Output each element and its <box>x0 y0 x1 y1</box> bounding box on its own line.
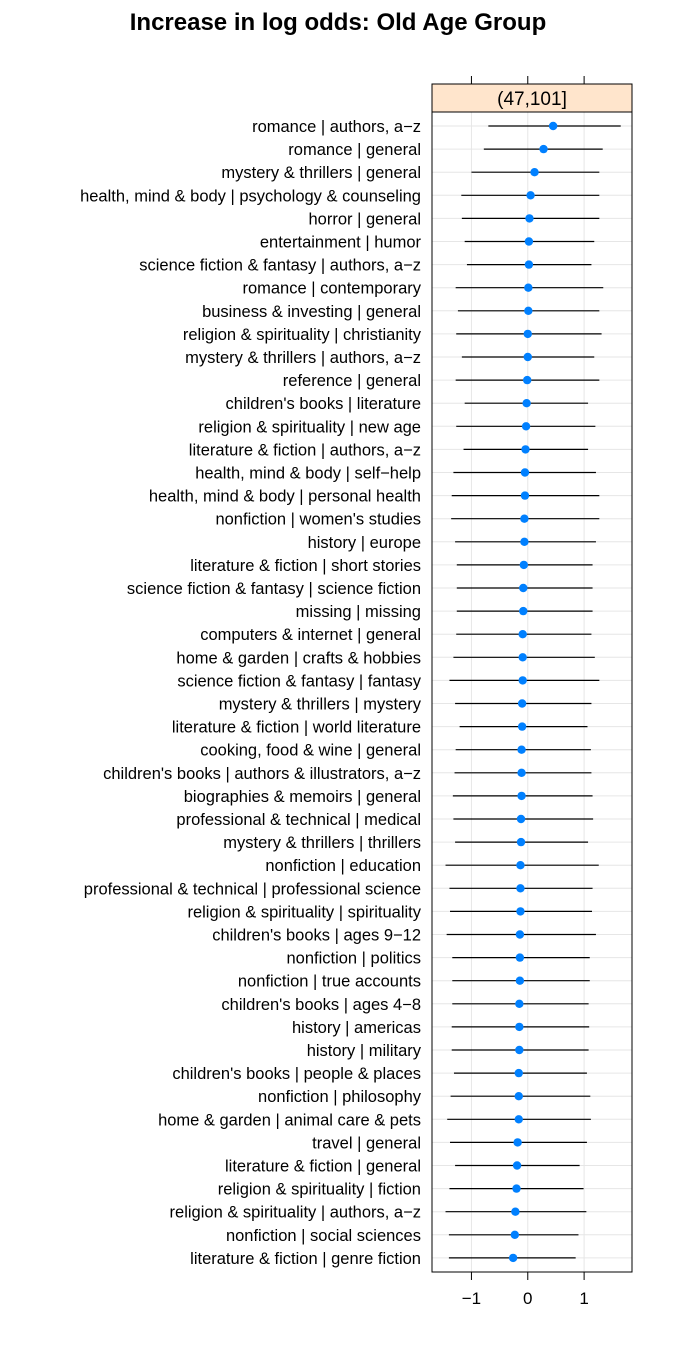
category-label: travel | general <box>312 1134 421 1153</box>
estimate-point <box>511 1231 519 1239</box>
category-label: religion & spirituality | spirituality <box>187 903 421 922</box>
estimate-point <box>517 815 525 823</box>
estimate-point <box>519 676 527 684</box>
estimate-point <box>515 1046 523 1054</box>
estimate-point <box>517 769 525 777</box>
estimate-point <box>522 422 530 430</box>
estimate-point <box>515 1023 523 1031</box>
estimate-point <box>520 561 528 569</box>
category-label: nonfiction | women's studies <box>215 510 421 529</box>
category-label: literature & fiction | world literature <box>171 718 421 737</box>
category-label: children's books | literature <box>225 395 421 414</box>
estimate-point <box>516 861 524 869</box>
category-label: children's books | ages 9−12 <box>212 926 421 945</box>
category-label: health, mind & body | self−help <box>195 464 421 483</box>
category-label: children's books | people & places <box>172 1065 421 1084</box>
category-label: mystery & thrillers | authors, a−z <box>185 349 421 367</box>
estimate-point <box>516 907 524 915</box>
category-label: literature & fiction | short stories <box>190 556 421 575</box>
estimate-point <box>521 491 529 499</box>
estimate-point <box>524 353 532 361</box>
category-label: reference | general <box>282 372 421 391</box>
category-label: cooking, food & wine | general <box>200 741 421 760</box>
estimate-point <box>518 699 526 707</box>
category-label: professional & technical | medical <box>176 811 421 829</box>
category-label: science fiction & fantasy | science fiction <box>126 580 421 598</box>
category-label: professional & technical | professional science <box>83 880 421 899</box>
category-label: health, mind & body | personal health <box>148 487 421 506</box>
estimate-point <box>516 884 524 892</box>
estimate-point <box>515 1069 523 1077</box>
category-label: religion & spirituality | authors, a−z <box>169 1203 421 1222</box>
estimate-point <box>513 1138 521 1146</box>
estimate-point <box>524 284 532 292</box>
category-label: religion & spirituality | new age <box>198 418 421 437</box>
category-label: history | americas <box>292 1018 421 1037</box>
estimate-point <box>525 214 533 222</box>
estimate-point <box>515 1000 523 1008</box>
category-label: literature & fiction | general <box>225 1157 421 1176</box>
category-label: history | military <box>306 1042 421 1060</box>
estimate-point <box>509 1254 517 1262</box>
estimate-point <box>530 168 538 176</box>
category-label: romance | authors, a−z <box>252 118 421 136</box>
estimate-points <box>509 122 557 1262</box>
category-label: romance | general <box>288 141 421 160</box>
category-label: nonfiction | true accounts <box>237 972 421 991</box>
category-label: missing | missing <box>295 603 421 622</box>
axis-ticks <box>462 76 589 1308</box>
category-label: home & garden | animal care & pets <box>158 1111 421 1130</box>
estimate-point <box>525 237 533 245</box>
category-label: nonfiction | education <box>265 857 421 876</box>
category-label: science fiction & fantasy | fantasy <box>177 672 421 691</box>
panel-strip-label: (47,101] <box>497 89 567 110</box>
category-label: science fiction & fantasy | authors, a−z <box>139 256 421 275</box>
estimate-point <box>516 953 524 961</box>
category-labels <box>80 118 422 1268</box>
x-tick-label: −1 <box>461 1289 482 1308</box>
category-label: literature & fiction | genre fiction <box>190 1249 421 1268</box>
estimate-point <box>517 792 525 800</box>
estimate-point <box>549 122 557 130</box>
category-label: history | europe <box>307 533 421 552</box>
chart-title: Increase in log odds: Old Age Group <box>129 9 547 36</box>
estimate-point <box>513 1161 521 1169</box>
category-label: nonfiction | politics <box>286 949 421 968</box>
estimate-point <box>519 630 527 638</box>
estimate-point <box>521 445 529 453</box>
category-label: children's books | authors & illustrators, a−z <box>103 764 421 783</box>
estimate-point <box>520 538 528 546</box>
estimate-point <box>516 977 524 985</box>
category-label: mystery & thrillers | thrillers <box>223 834 421 853</box>
category-label: literature & fiction | authors, a−z <box>188 441 421 460</box>
estimate-point <box>515 1115 523 1123</box>
category-label: mystery & thrillers | general <box>221 164 421 183</box>
category-label: children's books | ages 4−8 <box>221 995 421 1014</box>
estimate-point <box>524 330 532 338</box>
estimate-point <box>515 1092 523 1100</box>
estimate-point <box>517 746 525 754</box>
estimate-point <box>526 191 534 199</box>
x-tick-label: 1 <box>579 1289 589 1308</box>
estimate-point <box>519 584 527 592</box>
estimate-point <box>518 722 526 730</box>
category-label: mystery & thrillers | mystery <box>218 695 421 714</box>
category-label: health, mind & body | psychology & counseling <box>80 187 421 206</box>
estimate-point <box>511 1208 519 1216</box>
estimate-point <box>519 653 527 661</box>
category-label: home & garden | crafts & hobbies <box>176 649 421 668</box>
estimate-point <box>522 399 530 407</box>
estimate-point <box>523 376 531 384</box>
estimate-point <box>521 468 529 476</box>
category-label: nonfiction | social sciences <box>225 1226 421 1245</box>
estimate-point <box>517 838 525 846</box>
category-label: nonfiction | philosophy <box>258 1088 421 1107</box>
estimate-point <box>525 260 533 268</box>
estimate-point <box>519 607 527 615</box>
category-label: business & investing | general <box>202 302 421 321</box>
estimate-point <box>512 1184 520 1192</box>
estimate-point <box>524 307 532 315</box>
estimate-point <box>539 145 547 153</box>
category-label: horror | general <box>308 210 421 229</box>
estimate-point <box>516 930 524 938</box>
x-tick-label: 0 <box>523 1289 533 1308</box>
category-label: entertainment | humor <box>259 233 421 252</box>
category-label: romance | contemporary <box>242 279 421 298</box>
category-label: religion & spirituality | christianity <box>182 325 421 344</box>
category-label: biographies & memoirs | general <box>183 787 421 806</box>
category-label: computers & internet | general <box>200 626 421 645</box>
category-label: religion & spirituality | fiction <box>217 1180 421 1199</box>
estimate-point <box>520 515 528 523</box>
